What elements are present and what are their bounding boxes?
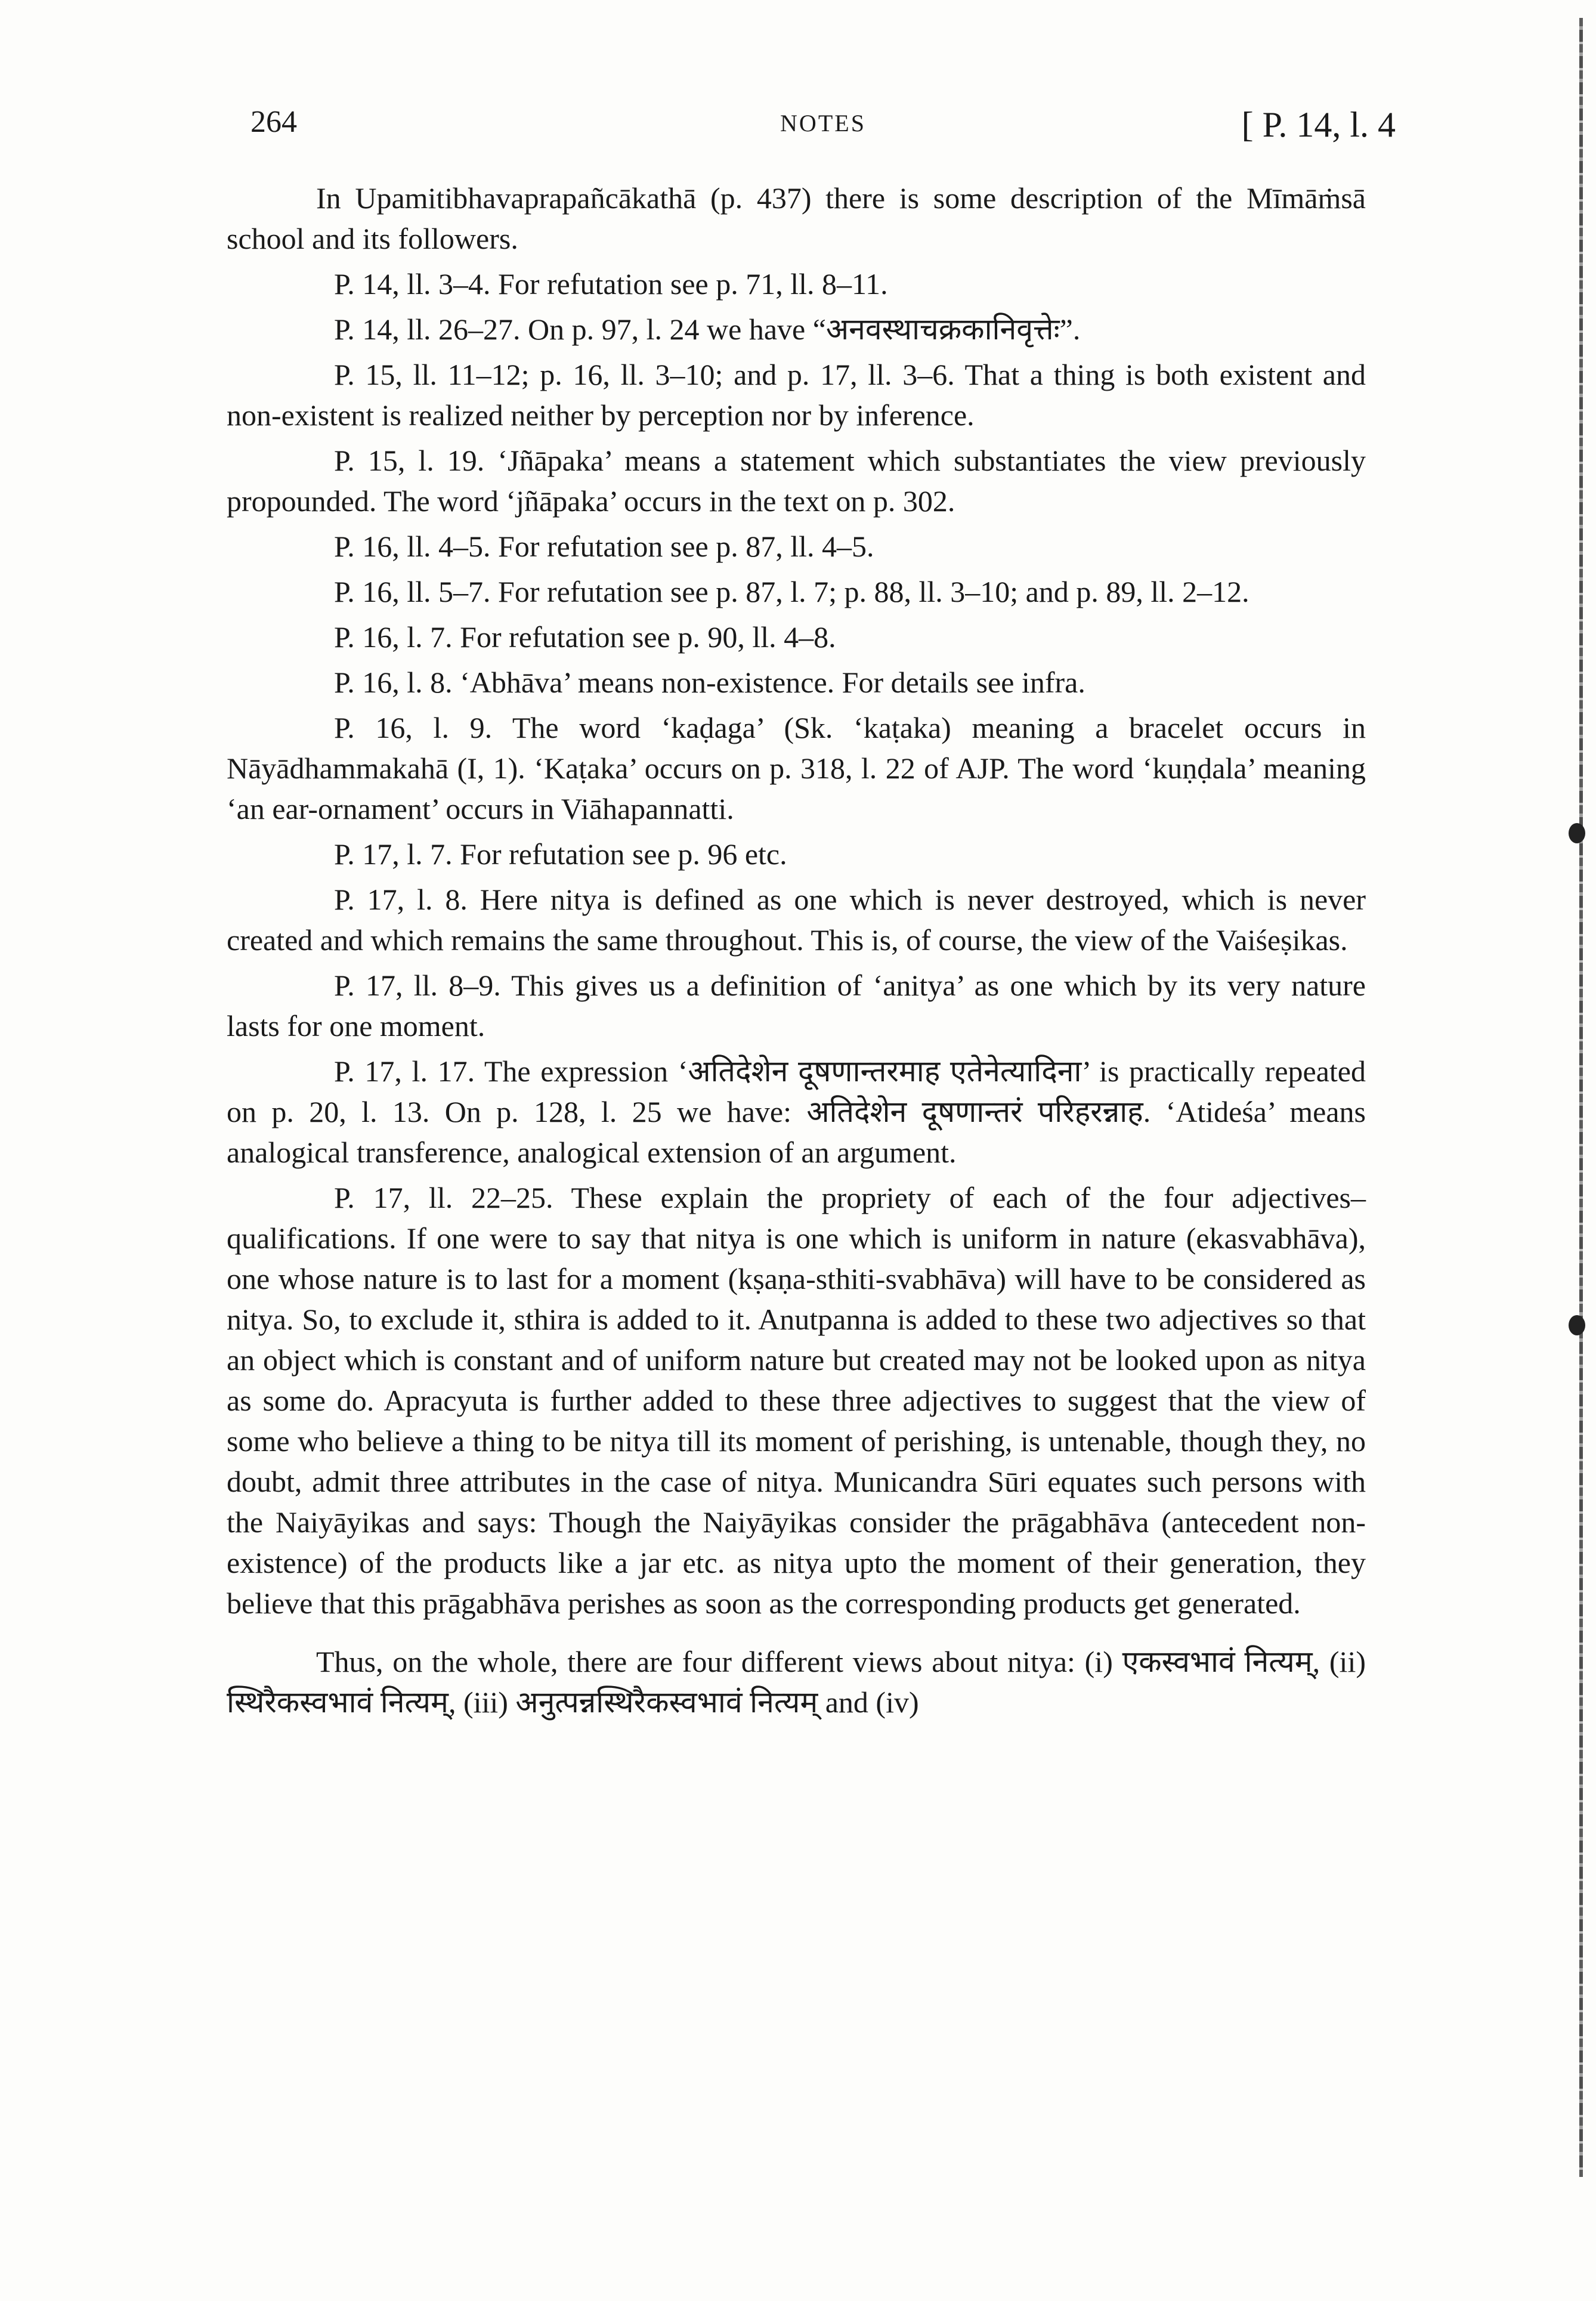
page-binding-edge	[1579, 18, 1583, 2177]
note-paragraph: P. 16, l. 7. For refutation see p. 90, ll. 4–8.	[334, 620, 836, 654]
note-paragraph: In Upamitibhavaprapañcākathā (p. 437) there is some description of the Mīmāṁsā school and its followers.	[227, 181, 1366, 255]
note-paragraph: P. 17, ll. 22–25. These explain the propriety of each of the four adjectives–qualifications. If one were to say that nitya is one which is uniform in nature (ekasvabhāva), one whose nature is to last for a moment (kṣaṇa-sthiti-svabhāva) will have to be considered as nitya. So, to exclude it, sthira is added to it. Anutpanna is added to these two adjectives so that an object which is constant and of uniform nature but created may not be looked upon as nitya as some do. Apracyuta is further added to these three adjectives to suggest that the view of some who believe a thing to be nitya till its moment of perishing, is untenable, though they, no doubt, admit three attributes in the case of nitya. Municandra Sūri equates such persons with the Naiyāyikas and says: Though the Naiyāyikas consider the prāgabhāva (antecedent non-existence) of the products like a jar etc. as nitya upto the moment of their generation, they believe that this prāgabhāva perishes as soon as the corresponding products get generated.	[227, 1181, 1366, 1620]
notes-body	[227, 178, 1366, 1727]
note-paragraph: P. 17, l. 7. For refutation see p. 96 etc.	[334, 837, 787, 871]
note-paragraph: P. 17, l. 17. The expression ‘अतिदेशेन दूषणान्तरमाह एतेनेत्यादिना’ is practically repeated on p. 20, l. 13. On p. 128, l. 25 we have: अतिदेशेन दूषणान्तरं परिहरन्नाह. ‘Atideśa’ means analogical transference, analogical extension of an argument.	[227, 1054, 1366, 1169]
note-paragraph: P. 17, l. 8. Here nitya is defined as one which is never destroyed, which is never created and which remains the same throughout. This is, of course, the view of the Vaiśeṣikas.	[227, 883, 1366, 957]
note-paragraph: P. 15, l. 19. ‘Jñāpaka’ means a statement which substantiates the view previously propounded. The word ‘jñāpaka’ occurs in the text on p. 302.	[227, 444, 1366, 518]
note-paragraph: P. 15, ll. 11–12; p. 16, ll. 3–10; and p. 17, ll. 3–6. That a thing is both existent and non-existent is realized neither by perception nor by inference.	[227, 358, 1366, 432]
note-paragraph: Thus, on the whole, there are four different views about nitya: (i) एकस्वभावं नित्यम्, (ii) स्थिरैकस्वभावं नित्यम्, (iii) अनुत्पन्नस्थिरैकस्वभावं नित्यम् and (iv)	[227, 1645, 1366, 1719]
note-paragraph: P. 16, ll. 5–7. For refutation see p. 87, l. 7; p. 88, ll. 3–10; and p. 89, ll. 2–12.	[334, 575, 1249, 608]
page-number: 264	[250, 105, 297, 139]
binding-mark	[1569, 1315, 1585, 1335]
note-paragraph: P. 14, ll. 26–27. On p. 97, l. 24 we have “अनवस्थाचक्रकानिवृत्तेः”.	[334, 313, 1081, 346]
binding-mark	[1569, 823, 1585, 843]
note-paragraph: P. 16, ll. 4–5. For refutation see p. 87, ll. 4–5.	[334, 530, 874, 563]
note-paragraph: P. 17, ll. 8–9. This gives us a definition of ‘anitya’ as one which by its very nature lasts for one moment.	[227, 969, 1366, 1043]
note-paragraph: P. 14, ll. 3–4. For refutation see p. 71, ll. 8–11.	[334, 267, 888, 301]
page-reference: [ P. 14, l. 4	[1241, 105, 1396, 144]
page-header	[250, 104, 1396, 146]
running-title: NOTES	[780, 110, 866, 137]
note-paragraph: P. 16, l. 8. ‘Abhāva’ means non-existence. For details see infra.	[334, 666, 1085, 699]
note-paragraph: P. 16, l. 9. The word ‘kaḍaga’ (Sk. ‘kaṭaka) meaning a bracelet occurs in Nāyādhammakahā (I, 1). ‘Kaṭaka’ occurs on p. 318, l. 22 of AJP. The word ‘kuṇḍala’ meaning ‘an ear-ornament’ occurs in Viāhapannatti.	[227, 711, 1366, 825]
